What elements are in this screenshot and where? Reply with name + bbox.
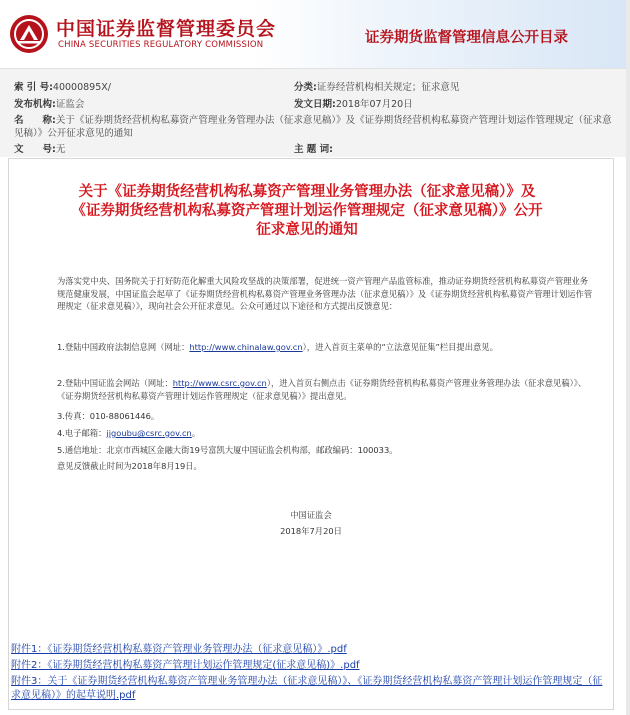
site-header: [0, 0, 630, 68]
attachment-link-2[interactable]: 附件2：《证券期货经营机构私募资产管理计划运作管理规定(征求意见稿)》.pdf: [11, 660, 360, 671]
attachment-link-1[interactable]: 附件1：《证券期货经营机构私募资产管理业务管理办法（征求意见稿）》.pdf: [11, 644, 347, 655]
meta-name-label: 名 称:: [14, 115, 56, 126]
meta-name: [14, 114, 614, 140]
signature-org: 中国证监会: [290, 510, 332, 520]
org-name-en: CHINA SECURITIES REGULATORY COMMISSION: [58, 40, 264, 50]
csrc-emblem-icon[interactable]: [9, 14, 49, 54]
item1-text-post: ），进入首页主菜单的“立法意见征集”栏目提出意见。: [302, 342, 498, 352]
attachment-link-3[interactable]: 附件3：关于《证券期货经营机构私募资产管理业务管理办法（征求意见稿）》、《证券期货经营机构私募资产管理计划运作管理规定（征求意见稿）》的起草说明.pdf: [11, 676, 603, 701]
item4-text-pre: 4.电子邮箱：: [57, 428, 107, 438]
feedback-deadline: 意见反馈截止时间为2018年8月19日。: [57, 461, 202, 471]
feedback-item-5: 5.通信地址：北京市西城区金融大街19号富凯大厦中国证监会机构部，邮政编码：100033。: [57, 445, 398, 455]
article-title: 关于《证券期货经营机构私募资产管理业务管理办法（征求意见稿）》及《证券期货经营机构私募资产管理计划运作管理规定（征求意见稿）》公开征求意见的通知: [71, 184, 543, 238]
meta-keywords: [294, 143, 333, 156]
org-name-cn[interactable]: 中国证券监督管理委员会: [56, 18, 277, 40]
meta-category-label: 分类:: [294, 82, 317, 93]
meta-category-value: 证券经营机构相关规定；征求意见: [316, 82, 460, 93]
meta-issuer-value: 证监会: [55, 99, 85, 110]
csrc-site-link[interactable]: http://www.csrc.gov.cn: [172, 378, 267, 388]
item1-text-pre: 1.登陆中国政府法制信息网（网址：: [57, 342, 190, 352]
feedback-item-2: [29, 377, 597, 402]
meta-date-label: 发文日期:: [294, 99, 336, 110]
meta-docno-value: 无: [55, 144, 66, 155]
item4-text-post: 。: [191, 428, 201, 438]
meta-index: [14, 81, 111, 94]
meta-index-value: 40000895X/: [52, 82, 111, 93]
article-intro: 为落实党中央、国务院关于打好防范化解重大风险攻坚战的决策部署，促进统一资产管理产品监管标准，推动证券期货经营机构私募资产管理业务规范健康发展，中国证监会起草了《证券期货经营机构私募资产管理业务管理办法（征求意见稿）》及《证券期货经营机构私募资产管理计划运作管理规定（征求意见稿）》，现向社会公开征求意见。公众可通过以下途径和方式提出反馈意见：: [57, 276, 593, 311]
feedback-item-4: [29, 427, 597, 440]
meta-keywords-label: 主 题 词:: [294, 144, 333, 155]
signature-date: 2018年7月20日: [280, 526, 342, 536]
article-panel: [8, 158, 614, 710]
meta-index-label: 索 引 号:: [14, 82, 53, 93]
feedback-item-3: 3.传真：010-88061446。: [57, 411, 160, 421]
item2-text-pre: 2.登陆中国证监会网站（网址：: [57, 378, 173, 388]
feedback-item-1: [29, 341, 597, 354]
section-title[interactable]: 证券期货监督管理信息公开目录: [365, 30, 568, 46]
meta-category: [294, 81, 459, 94]
page-scrollbar[interactable]: [626, 0, 630, 715]
meta-date-value: 2018年07月20日: [335, 99, 413, 110]
meta-issuer: [14, 98, 84, 111]
chinalaw-link[interactable]: http://www.chinalaw.gov.cn: [189, 342, 303, 352]
item2-text-post: ），进入首页右侧点击《证券期货经营机构私募资产管理业务管理办法（征求意见稿）》、《证券期货经营机构私募资产管理计划运作管理规定（征求意见稿）》提出意见。: [57, 378, 587, 401]
meta-docno: [14, 143, 65, 156]
meta-name-value: 关于《证券期货经营机构私募资产管理业务管理办法（征求意见稿）》及《证券期货经营机构私募资产管理计划运作管理规定（征求意见稿）》公开征求意见的通知: [14, 115, 612, 139]
article-body: [29, 275, 595, 313]
meta-issuer-label: 发布机构:: [14, 99, 56, 110]
email-link[interactable]: jjgoubu@csrc.gov.cn: [106, 428, 192, 438]
meta-docno-label: 文 号:: [14, 144, 56, 155]
meta-date: [294, 98, 413, 111]
document-metadata: [0, 68, 630, 157]
